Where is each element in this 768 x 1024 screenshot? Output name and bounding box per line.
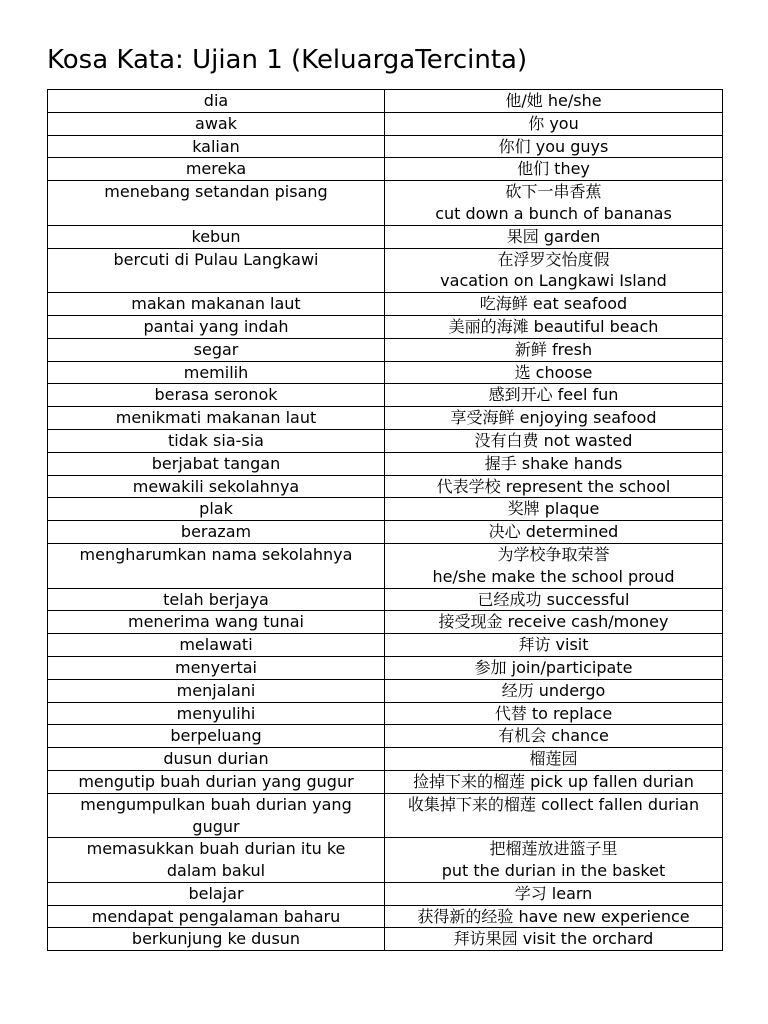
translation: 学习 learn [385,882,723,905]
malay-term: mendapat pengalaman baharu [48,905,385,928]
translation: 没有白费 not wasted [385,429,723,452]
table-row [48,135,723,158]
table-row [48,338,723,361]
malay-term: mengutip buah durian yang gugur [48,770,385,793]
table-row [48,181,723,226]
malay-term: memasukkan buah durian itu ke dalam bakul [48,838,385,883]
table-row [48,656,723,679]
table-row [48,90,723,113]
malay-term: memilih [48,361,385,384]
translation: 你们 you guys [385,135,723,158]
table-row [48,225,723,248]
translation: 你 you [385,112,723,135]
translation: 代表学校 represent the school [385,475,723,498]
malay-term: plak [48,498,385,521]
translation: 获得新的经验 have new experience [385,905,723,928]
malay-term: pantai yang indah [48,315,385,338]
translation: 享受海鲜 enjoying seafood [385,407,723,430]
malay-term: berpeluang [48,725,385,748]
table-row [48,361,723,384]
table-row [48,725,723,748]
malay-term: segar [48,338,385,361]
translation: 新鲜 fresh [385,338,723,361]
translation: 已经成功 successful [385,588,723,611]
page-title: Kosa Kata: Ujian 1 (KeluargaTercinta) [47,45,528,75]
malay-term: kalian [48,135,385,158]
malay-term: berasa seronok [48,384,385,407]
table-row [48,293,723,316]
malay-term: makan makanan laut [48,293,385,316]
table-row [48,611,723,634]
translation: 参加 join/participate [385,656,723,679]
malay-term: berazam [48,521,385,544]
table-row [48,634,723,657]
table-row [48,407,723,430]
malay-term: menebang setandan pisang [48,181,385,226]
malay-term: mewakili sekolahnya [48,475,385,498]
translation: 决心 determined [385,521,723,544]
translation: 他们 they [385,158,723,181]
table-row [48,158,723,181]
translation: 果园 garden [385,225,723,248]
malay-term: menikmati makanan laut [48,407,385,430]
translation: 收集掉下来的榴莲 collect fallen durian [385,793,723,838]
translation: 美丽的海滩 beautiful beach [385,315,723,338]
translation: 把榴莲放进篮子里 put the durian in the basket [385,838,723,883]
translation: 他/她 he/she [385,90,723,113]
malay-term: mereka [48,158,385,181]
table-row [48,702,723,725]
table-row [48,838,723,883]
table-row [48,452,723,475]
malay-term: mengharumkan nama sekolahnya [48,543,385,588]
translation: 捡掉下来的榴莲 pick up fallen durian [385,770,723,793]
translation: 感到开心 feel fun [385,384,723,407]
vocabulary-table [47,89,723,951]
malay-term: menerima wang tunai [48,611,385,634]
translation: 接受现金 receive cash/money [385,611,723,634]
table-row [48,928,723,951]
malay-term: bercuti di Pulau Langkawi [48,248,385,293]
malay-term: menjalani [48,679,385,702]
translation: 砍下一串香蕉 cut down a bunch of bananas [385,181,723,226]
translation: 拜访 visit [385,634,723,657]
malay-term: menyulihi [48,702,385,725]
translation: 有机会 chance [385,725,723,748]
table-row [48,475,723,498]
malay-term: menyertai [48,656,385,679]
translation: 握手 shake hands [385,452,723,475]
translation: 选 choose [385,361,723,384]
translation: 经历 undergo [385,679,723,702]
malay-term: mengumpulkan buah durian yang gugur [48,793,385,838]
malay-term: telah berjaya [48,588,385,611]
malay-term: kebun [48,225,385,248]
table-row [48,882,723,905]
translation: 代替 to replace [385,702,723,725]
table-row [48,543,723,588]
malay-term: melawati [48,634,385,657]
malay-term: awak [48,112,385,135]
translation: 吃海鲜 eat seafood [385,293,723,316]
malay-term: dia [48,90,385,113]
table-row [48,793,723,838]
translation: 拜访果园 visit the orchard [385,928,723,951]
table-row [48,588,723,611]
table-row [48,315,723,338]
table-row [48,905,723,928]
translation: 在浮罗交怡度假 vacation on Langkawi Island [385,248,723,293]
malay-term: berjabat tangan [48,452,385,475]
malay-term: belajar [48,882,385,905]
translation: 奖牌 plaque [385,498,723,521]
table-row [48,429,723,452]
table-row [48,521,723,544]
vocabulary-table-body [48,90,723,951]
malay-term: dusun durian [48,748,385,771]
table-row [48,498,723,521]
table-row [48,112,723,135]
malay-term: tidak sia-sia [48,429,385,452]
table-row [48,770,723,793]
malay-term: berkunjung ke dusun [48,928,385,951]
translation: 榴莲园 [385,748,723,771]
translation: 为学校争取荣誉 he/she make the school proud [385,543,723,588]
table-row [48,384,723,407]
table-row [48,248,723,293]
table-row [48,748,723,771]
table-row [48,679,723,702]
